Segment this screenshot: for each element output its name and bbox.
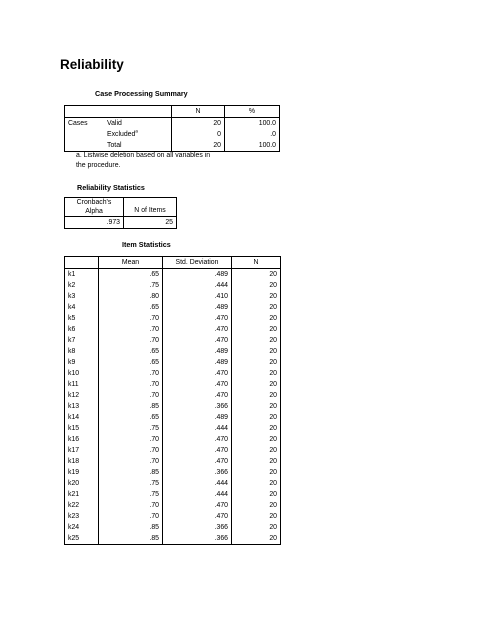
header-n: N (172, 106, 225, 118)
page-title: Reliability (60, 57, 124, 72)
item-label: k4 (65, 302, 99, 313)
cell-total-pct: 100.0 (225, 140, 280, 152)
item-mean: .65 (99, 412, 163, 423)
table-row (65, 522, 281, 533)
item-n: 20 (232, 533, 281, 545)
item-n: 20 (232, 368, 281, 379)
item-n: 20 (232, 269, 281, 281)
item-std-deviation: .444 (163, 280, 232, 291)
item-label: k20 (65, 478, 99, 489)
reliability-statistics-caption: Reliability Statistics (77, 183, 145, 192)
footnote-marker: a (135, 128, 138, 134)
table-row (65, 467, 281, 478)
item-mean: .65 (99, 302, 163, 313)
item-std-deviation: .470 (163, 313, 232, 324)
table-row (65, 511, 281, 522)
table-row (65, 489, 281, 500)
cell-excluded-pct: .0 (225, 129, 280, 140)
item-label: k11 (65, 379, 99, 390)
table-row (65, 291, 281, 302)
table-row (65, 478, 281, 489)
item-mean: .75 (99, 423, 163, 434)
item-mean: .80 (99, 291, 163, 302)
header-n-of-items: N of Items (124, 198, 177, 217)
item-std-deviation: .470 (163, 500, 232, 511)
item-std-deviation: .470 (163, 434, 232, 445)
item-std-deviation: .470 (163, 511, 232, 522)
item-n: 20 (232, 291, 281, 302)
item-label: k24 (65, 522, 99, 533)
item-mean: .70 (99, 335, 163, 346)
table-row (65, 456, 281, 467)
item-mean: .70 (99, 313, 163, 324)
item-statistics-table (64, 256, 281, 545)
item-mean: .65 (99, 357, 163, 368)
header-mean: Mean (99, 257, 163, 269)
cell-excluded-n: 0 (172, 129, 225, 140)
item-n: 20 (232, 511, 281, 522)
item-label: k22 (65, 500, 99, 511)
table-row (65, 368, 281, 379)
case-processing-caption: Case Processing Summary (95, 89, 188, 98)
item-mean: .85 (99, 533, 163, 545)
item-n: 20 (232, 412, 281, 423)
item-n: 20 (232, 445, 281, 456)
cell-valid-n: 20 (172, 118, 225, 130)
item-mean: .70 (99, 434, 163, 445)
table-row (65, 280, 281, 291)
item-mean: .70 (99, 368, 163, 379)
cell-total-n: 20 (172, 140, 225, 152)
item-label: k19 (65, 467, 99, 478)
item-std-deviation: .489 (163, 269, 232, 281)
item-mean: .85 (99, 467, 163, 478)
item-mean: .85 (99, 401, 163, 412)
table-row (65, 346, 281, 357)
table-row (65, 313, 281, 324)
item-std-deviation: .366 (163, 467, 232, 478)
item-label: k6 (65, 324, 99, 335)
table-row (65, 390, 281, 401)
cell-n-items: 25 (124, 217, 177, 229)
item-std-deviation: .489 (163, 357, 232, 368)
item-std-deviation: .444 (163, 423, 232, 434)
item-n: 20 (232, 467, 281, 478)
item-n: 20 (232, 379, 281, 390)
item-n: 20 (232, 423, 281, 434)
item-label: k23 (65, 511, 99, 522)
item-n: 20 (232, 456, 281, 467)
item-mean: .70 (99, 445, 163, 456)
item-std-deviation: .410 (163, 291, 232, 302)
item-mean: .70 (99, 390, 163, 401)
item-n: 20 (232, 313, 281, 324)
item-label: k12 (65, 390, 99, 401)
item-mean: .70 (99, 456, 163, 467)
item-mean: .75 (99, 489, 163, 500)
item-std-deviation: .470 (163, 390, 232, 401)
item-n: 20 (232, 324, 281, 335)
item-label: k9 (65, 357, 99, 368)
table-row (65, 445, 281, 456)
table-row (65, 434, 281, 445)
item-std-deviation: .470 (163, 368, 232, 379)
table-row (65, 412, 281, 423)
item-statistics-caption: Item Statistics (122, 240, 171, 249)
item-std-deviation: .366 (163, 522, 232, 533)
header-percent: % (225, 106, 280, 118)
item-label: k2 (65, 280, 99, 291)
table-row (65, 269, 281, 281)
table-row (65, 324, 281, 335)
item-mean: .70 (99, 379, 163, 390)
header-std-deviation: Std. Deviation (163, 257, 232, 269)
group-label-cases: Cases (65, 118, 105, 130)
item-std-deviation: .366 (163, 533, 232, 545)
item-label: k10 (65, 368, 99, 379)
item-label: k18 (65, 456, 99, 467)
item-label: k5 (65, 313, 99, 324)
table-row (65, 533, 281, 545)
table-row (65, 357, 281, 368)
item-std-deviation: .489 (163, 302, 232, 313)
item-label: k13 (65, 401, 99, 412)
item-mean: .75 (99, 280, 163, 291)
item-n: 20 (232, 357, 281, 368)
table-row (65, 401, 281, 412)
row-label-excluded: Excluded$^a$ (107, 128, 138, 138)
item-label: k25 (65, 533, 99, 545)
item-n: 20 (232, 522, 281, 533)
item-label: k1 (65, 269, 99, 281)
item-n: 20 (232, 335, 281, 346)
item-mean: .70 (99, 511, 163, 522)
item-mean: .75 (99, 478, 163, 489)
item-label: k21 (65, 489, 99, 500)
item-n: 20 (232, 390, 281, 401)
item-mean: .65 (99, 269, 163, 281)
item-mean: .70 (99, 324, 163, 335)
table-row (65, 335, 281, 346)
row-label-total: Total (104, 140, 172, 152)
item-n: 20 (232, 346, 281, 357)
item-label: k17 (65, 445, 99, 456)
item-label: k8 (65, 346, 99, 357)
item-n: 20 (232, 302, 281, 313)
item-std-deviation: .470 (163, 324, 232, 335)
item-std-deviation: .366 (163, 401, 232, 412)
table-row (65, 423, 281, 434)
item-n: 20 (232, 500, 281, 511)
item-mean: .70 (99, 500, 163, 511)
item-label: k7 (65, 335, 99, 346)
item-label: k15 (65, 423, 99, 434)
table-row (65, 500, 281, 511)
table-row (65, 302, 281, 313)
footnote: a. Listwise deletion based on all variables in the procedure. (76, 152, 211, 169)
item-std-deviation: .444 (163, 489, 232, 500)
item-std-deviation: .489 (163, 412, 232, 423)
item-std-deviation: .470 (163, 335, 232, 346)
item-label: k3 (65, 291, 99, 302)
header-cronbach: Cronbach's Alpha (65, 198, 124, 217)
item-label: k14 (65, 412, 99, 423)
item-n: 20 (232, 478, 281, 489)
item-label: k16 (65, 434, 99, 445)
item-std-deviation: .489 (163, 346, 232, 357)
case-processing-table (64, 105, 280, 152)
row-label-valid: Valid (104, 118, 172, 130)
cell-alpha: .973 (65, 217, 124, 229)
item-n: 20 (232, 401, 281, 412)
item-std-deviation: .444 (163, 478, 232, 489)
reliability-statistics-table (64, 197, 177, 229)
item-n: 20 (232, 489, 281, 500)
cell-valid-pct: 100.0 (225, 118, 280, 130)
header-n: N (232, 257, 281, 269)
item-std-deviation: .470 (163, 379, 232, 390)
item-std-deviation: .470 (163, 445, 232, 456)
item-n: 20 (232, 434, 281, 445)
item-mean: .85 (99, 522, 163, 533)
item-n: 20 (232, 280, 281, 291)
table-row (65, 379, 281, 390)
item-mean: .65 (99, 346, 163, 357)
item-std-deviation: .470 (163, 456, 232, 467)
